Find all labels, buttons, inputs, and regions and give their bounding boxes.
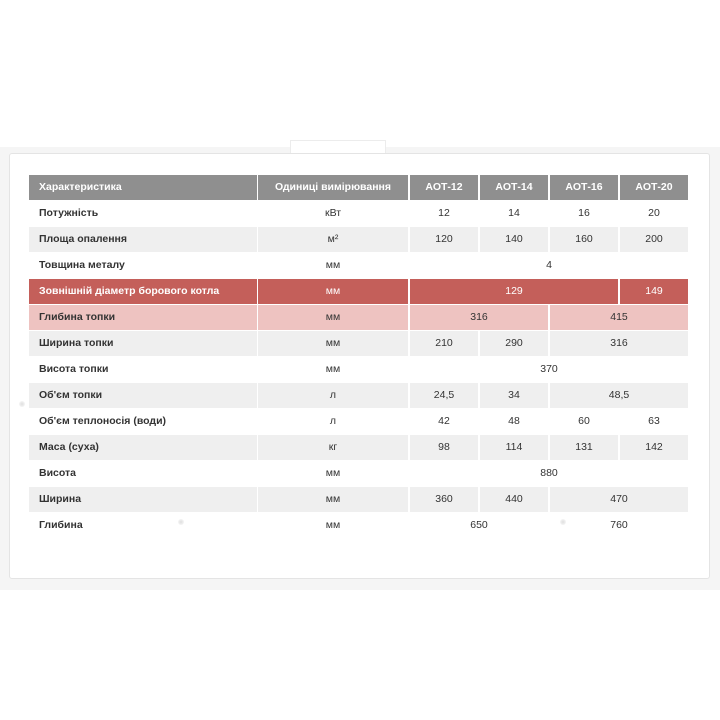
row-value: 316 xyxy=(550,331,688,356)
table-row xyxy=(29,201,688,226)
row-value: 24,5 xyxy=(410,383,478,408)
table-row xyxy=(29,383,688,408)
table-row xyxy=(29,227,688,252)
decorative-dot xyxy=(19,401,25,407)
row-value: 48,5 xyxy=(550,383,688,408)
row-value: 316 xyxy=(410,305,548,330)
row-label: Об'єм теплоносія (води) xyxy=(39,415,167,427)
decorative-dot xyxy=(560,519,566,525)
header-characteristic: Характеристика xyxy=(29,175,257,200)
row-value: 129 xyxy=(410,279,618,304)
row-value: 149 xyxy=(620,279,688,304)
row-value: 42 xyxy=(438,415,450,427)
table-row xyxy=(29,357,688,382)
row-value: 200 xyxy=(620,227,688,252)
row-unit: мм xyxy=(325,467,341,479)
row-value: 60 xyxy=(578,415,590,427)
row-unit: мм xyxy=(325,519,341,531)
row-unit: мм xyxy=(258,279,408,304)
table-row-highlight-pink xyxy=(29,305,688,330)
row-unit: м² xyxy=(258,227,408,252)
row-label: Ширина топки xyxy=(29,331,257,356)
header-unit: Одиниці вимірювання xyxy=(258,175,408,200)
row-unit: мм xyxy=(258,487,408,512)
row-unit: мм xyxy=(325,259,341,271)
row-value: 34 xyxy=(480,383,548,408)
row-value: 142 xyxy=(620,435,688,460)
row-value: 20 xyxy=(648,207,660,219)
row-label: Висота топки xyxy=(39,363,109,375)
row-value: 48 xyxy=(508,415,520,427)
row-value: 415 xyxy=(550,305,688,330)
table-row xyxy=(29,253,688,278)
header-model-aot-12: АОТ-12 xyxy=(410,175,478,200)
row-unit: л xyxy=(329,415,337,427)
row-unit: мм xyxy=(325,363,341,375)
row-value: 120 xyxy=(410,227,478,252)
table-row xyxy=(29,409,688,434)
row-value: 14 xyxy=(508,207,520,219)
decorative-dot xyxy=(178,519,184,525)
row-label: Площа опалення xyxy=(29,227,257,252)
row-value: 63 xyxy=(648,415,660,427)
row-value: 4 xyxy=(546,259,552,271)
row-value: 880 xyxy=(540,467,558,479)
row-value: 290 xyxy=(480,331,548,356)
table-row xyxy=(29,435,688,460)
row-unit: л xyxy=(258,383,408,408)
table-header-row xyxy=(29,175,688,200)
header-model-aot-14: АОТ-14 xyxy=(480,175,548,200)
row-value: 440 xyxy=(480,487,548,512)
row-label: Глибина топки xyxy=(29,305,257,330)
row-label: Глибина xyxy=(39,519,83,531)
table-row-highlight-red xyxy=(29,279,688,304)
row-label: Зовнішній діаметр борового котла xyxy=(29,279,257,304)
row-unit: мм xyxy=(258,305,408,330)
row-label: Товщина металу xyxy=(39,259,125,271)
row-label: Маса (суха) xyxy=(29,435,257,460)
row-value: 140 xyxy=(480,227,548,252)
row-value: 470 xyxy=(550,487,688,512)
table-row xyxy=(29,513,688,538)
row-label: Об'єм топки xyxy=(29,383,257,408)
table-row xyxy=(29,331,688,356)
header-model-aot-16: АОТ-16 xyxy=(550,175,618,200)
row-value: 650 xyxy=(470,519,488,531)
row-unit: мм xyxy=(258,331,408,356)
row-label: Ширина xyxy=(29,487,257,512)
row-value: 360 xyxy=(410,487,478,512)
row-value: 131 xyxy=(550,435,618,460)
row-unit: кВт xyxy=(324,207,342,219)
row-value: 16 xyxy=(578,207,590,219)
row-value: 114 xyxy=(480,435,548,460)
table-row xyxy=(29,487,688,512)
row-value: 370 xyxy=(540,363,558,375)
row-value: 12 xyxy=(438,207,450,219)
row-value: 210 xyxy=(410,331,478,356)
row-value: 160 xyxy=(550,227,618,252)
table-row xyxy=(29,461,688,486)
header-model-aot-20: АОТ-20 xyxy=(620,175,688,200)
row-unit: кг xyxy=(258,435,408,460)
row-value: 760 xyxy=(610,519,628,531)
row-value: 98 xyxy=(410,435,478,460)
row-label: Потужність xyxy=(39,207,99,219)
row-label: Висота xyxy=(39,467,77,479)
